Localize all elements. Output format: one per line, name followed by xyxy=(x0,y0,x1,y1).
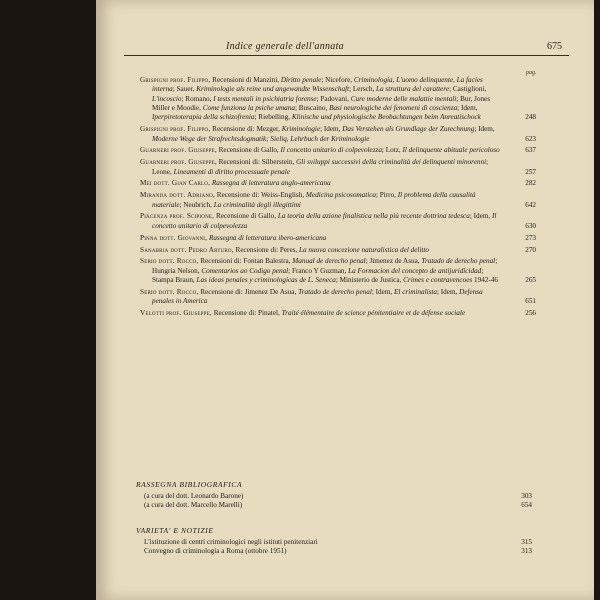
entry-work-title: La nuova concezione naturalistica del delitto xyxy=(299,245,429,254)
entry-work-title: La Formacion del concepto de antijuridicidad xyxy=(348,266,482,275)
entry-work-title: Lineamenti di diritto processuale penale xyxy=(173,167,290,176)
entry-text: Recensioni di Manzini, xyxy=(210,76,281,84)
entry-work-title: Gli sviluppi successivi della criminalità dei delinquenti minorenni xyxy=(296,158,487,167)
entry-author: Miranda dott. Adriano, xyxy=(140,191,215,200)
entry-text: Recensione di Gallo, xyxy=(214,212,278,221)
index-entry xyxy=(140,146,540,155)
entry-work-title: Crimes e contravencoes xyxy=(403,276,473,285)
entry-work-title: Las ideas penales y criminologicas de L. Seneca xyxy=(196,276,336,285)
entry-text: ; Lotz, xyxy=(381,146,403,155)
entry-work-title: Defensa penales in America xyxy=(152,287,483,306)
entry-text: Recensione di: Mezger, xyxy=(210,125,282,134)
page-number: 675 xyxy=(547,41,562,52)
entry-text: ; Romano, xyxy=(181,94,214,103)
entry-work-title: Moderne Wege der Strafrechtsdogmatik; Sieliq, Lehrbuch der Kriminologie xyxy=(152,134,370,143)
index-entry xyxy=(140,125,540,144)
entry-work-title: La teoria della azione finalistica nella più recente dottrina tedesca xyxy=(277,212,470,221)
index-entry xyxy=(140,246,540,255)
entry-work-title: Manual de derecho penal xyxy=(292,257,366,266)
section-item xyxy=(136,547,536,556)
entry-work-title: Tratado de derecho penal xyxy=(421,257,496,266)
entry-text: ; Padovani, xyxy=(316,94,351,103)
entry-text: ; Castiglioni, xyxy=(449,85,487,94)
entry-text: ; Riebelling, xyxy=(254,113,292,122)
entry-author: Guarneri prof. Giuseppe, xyxy=(140,146,217,155)
entry-work-title: Klinische und physiologische Beobachtungen beim Anreatischock xyxy=(291,113,481,122)
entry-page-number: 642 xyxy=(525,200,536,209)
entry-text: 1942-46 xyxy=(472,276,498,285)
index-entry xyxy=(140,234,540,243)
entry-text: ; Idem, xyxy=(371,287,395,296)
section-item-label: Convegno di criminologia a Roma (ottobre 1951) xyxy=(144,547,287,556)
entry-work-title: Comentarios ao Codigo penal xyxy=(201,266,289,275)
entry-work-title: I tests mentali in psichiatria forense xyxy=(213,94,317,103)
entry-text: ; Sauer, xyxy=(172,85,197,94)
running-header-title: Indice generale dell'annata xyxy=(226,41,344,52)
index-entry xyxy=(140,191,540,210)
index-entry xyxy=(140,257,540,285)
entry-text: ; Neubrich, xyxy=(179,200,214,209)
entry-page-number: 256 xyxy=(525,309,536,318)
entry-text: ; Nicefore, xyxy=(321,76,354,84)
entry-text: ; Idem, xyxy=(474,125,495,134)
entry-page-number: 265 xyxy=(525,276,536,285)
entry-work-title: Il problema della causalità materiale xyxy=(152,191,476,209)
entry-text: Recensione di: Weiss-English, xyxy=(215,191,306,200)
section-item-label: (a cura del dott. Leonardo Barone) xyxy=(144,492,244,500)
entry-work-title: Il delinquente abituale pericoloso xyxy=(402,146,500,155)
entry-text: ; Franco Y Guzman, xyxy=(288,266,349,275)
entry-text: Recensione di Gallo, xyxy=(216,146,281,155)
entry-text: ; Hungria Nelson, xyxy=(152,257,498,275)
section-title: RASSEGNA BIBLIOGRAFICA xyxy=(136,480,243,489)
index-entry xyxy=(140,212,540,231)
entry-work-title: Come funziona la psiche umana xyxy=(202,104,295,113)
entry-text: ; Stampa Braun, xyxy=(152,266,484,285)
entry-author: Sanabria dott. Pedro Arturo, xyxy=(140,245,234,254)
section-item xyxy=(136,492,536,501)
entry-page-number: 630 xyxy=(525,221,536,230)
entry-author: Serio dott. Rocco, xyxy=(140,287,199,296)
entry-author: Guarneri prof. Giuseppe, xyxy=(140,158,217,167)
entry-work-title: Il concetto unitario di colpevolezza xyxy=(152,212,497,230)
section-item-label: L'istituzione di centri criminologici negli istituti penitenziari xyxy=(144,538,318,546)
index-entry xyxy=(140,179,540,188)
entry-text: ; Pirro, xyxy=(376,191,398,200)
entry-text: Recensioni di: Silberstein, xyxy=(216,158,297,167)
entry-text: Recensione di: Pinatel, xyxy=(211,309,282,318)
pag-label: pag. xyxy=(526,70,537,76)
entry-page-number: 273 xyxy=(525,233,536,242)
entry-text: ; Lersch, xyxy=(349,85,377,94)
entry-text: ; Buscaino, xyxy=(294,104,330,113)
entry-page-number: 257 xyxy=(525,167,536,176)
entry-work-title: Das Verstehen als Grundlage der Zurechnung xyxy=(342,125,475,134)
entry-page-number: 282 xyxy=(525,179,536,188)
entry-author: Serio dott. Rocco, xyxy=(140,257,199,266)
entry-text: Recensioni di: Fontan Balestra, xyxy=(198,257,293,266)
entry-work-title: Tratado de derecho penal xyxy=(298,287,372,296)
section-item-page-number: 303 xyxy=(521,492,532,500)
entry-work-title: Rassegna di letteratura ibero-americana xyxy=(207,233,327,242)
header-rule xyxy=(124,55,569,56)
entry-page-number: 623 xyxy=(525,134,536,143)
entry-work-title: Kriminologie als reine und angewandte Wissenschaft xyxy=(196,85,350,94)
entry-text: ; Ministerio de Justica, xyxy=(335,276,404,285)
index-entry xyxy=(140,288,540,307)
running-header xyxy=(124,37,584,57)
entry-work-title: La struttura del carattere xyxy=(376,85,450,94)
section-rassegna-bibliografica xyxy=(136,480,536,510)
book-page xyxy=(96,0,594,600)
section-item-page-number: 315 xyxy=(521,538,532,546)
section-item-label: (a cura del dott. Marcello Marelli) xyxy=(144,501,243,510)
entry-work-title: Rassegna di letteratura anglo-americana xyxy=(210,179,331,188)
entry-work-title: Basi neurologiche dei fenomeni di coscienza xyxy=(329,104,458,113)
index-entries xyxy=(140,76,540,321)
entry-author: Piacenza prof. Scipione, xyxy=(140,212,215,221)
section-item xyxy=(136,538,536,547)
entry-page-number: 248 xyxy=(525,113,536,122)
entry-author: Grispigni prof. Filippo, xyxy=(140,125,211,134)
entry-text: Recensione di: Peres, xyxy=(233,245,300,254)
section-item-page-number: 654 xyxy=(521,501,532,510)
section-item-page-number: 313 xyxy=(521,547,532,556)
entry-page-number: 651 xyxy=(525,297,536,306)
entry-author: Pinna dott. Giovanni, xyxy=(140,233,208,242)
entry-text: ; Idem, xyxy=(469,212,492,221)
entry-author: Grispigni prof. Filippo, xyxy=(140,76,211,84)
entry-work-title: Cure moderne delle malattie mentali xyxy=(350,94,457,103)
entry-text: ; Idem, xyxy=(457,104,478,113)
entry-work-title: El criminalista xyxy=(394,287,437,296)
entry-work-title: L'incoscio xyxy=(152,94,182,103)
entry-work-title: Diritto penale xyxy=(280,76,322,84)
entry-work-title: Iperpiretoterapia della schizofrenia xyxy=(152,113,255,122)
index-entry xyxy=(140,309,540,318)
entry-work-title: Medicina psicosomatica xyxy=(305,191,376,200)
entry-author: Mei dott. Gian Carlo, xyxy=(140,179,211,188)
entry-text: ; Idem, xyxy=(436,287,460,296)
entry-work-title: Kriminologie xyxy=(281,125,321,134)
section-varieta-e-notizie xyxy=(136,526,536,556)
entry-text: ; Leone, xyxy=(152,158,489,176)
entry-text: ; Jimenez de Asua, xyxy=(365,257,422,266)
index-entry xyxy=(140,76,540,123)
entry-work-title: Criminologia, L'uomo delinquente, La facies interna xyxy=(152,76,483,94)
entry-page-number: 270 xyxy=(525,245,536,254)
entry-author: Velotti prof. Giuseppe, xyxy=(140,309,212,318)
entry-text: ; Idem, xyxy=(320,125,343,134)
entry-work-title: Traité élémentaire de science pénitentiaire et de défense sociale xyxy=(281,309,466,318)
entry-text: Recensione di: Jimenez De Asua, xyxy=(198,287,299,296)
entry-page-number: 637 xyxy=(525,146,536,155)
index-entry xyxy=(140,158,540,177)
entry-work-title: Il concetto unitario di colpevolezza xyxy=(280,146,382,155)
entry-work-title: La criminalità degli illegittimi xyxy=(213,200,301,209)
section-title: VARIETA' E NOTIZIE xyxy=(136,526,214,535)
entry-text: ; Bur, Jones Miller e Moodie, xyxy=(152,94,491,113)
section-item xyxy=(136,501,536,510)
